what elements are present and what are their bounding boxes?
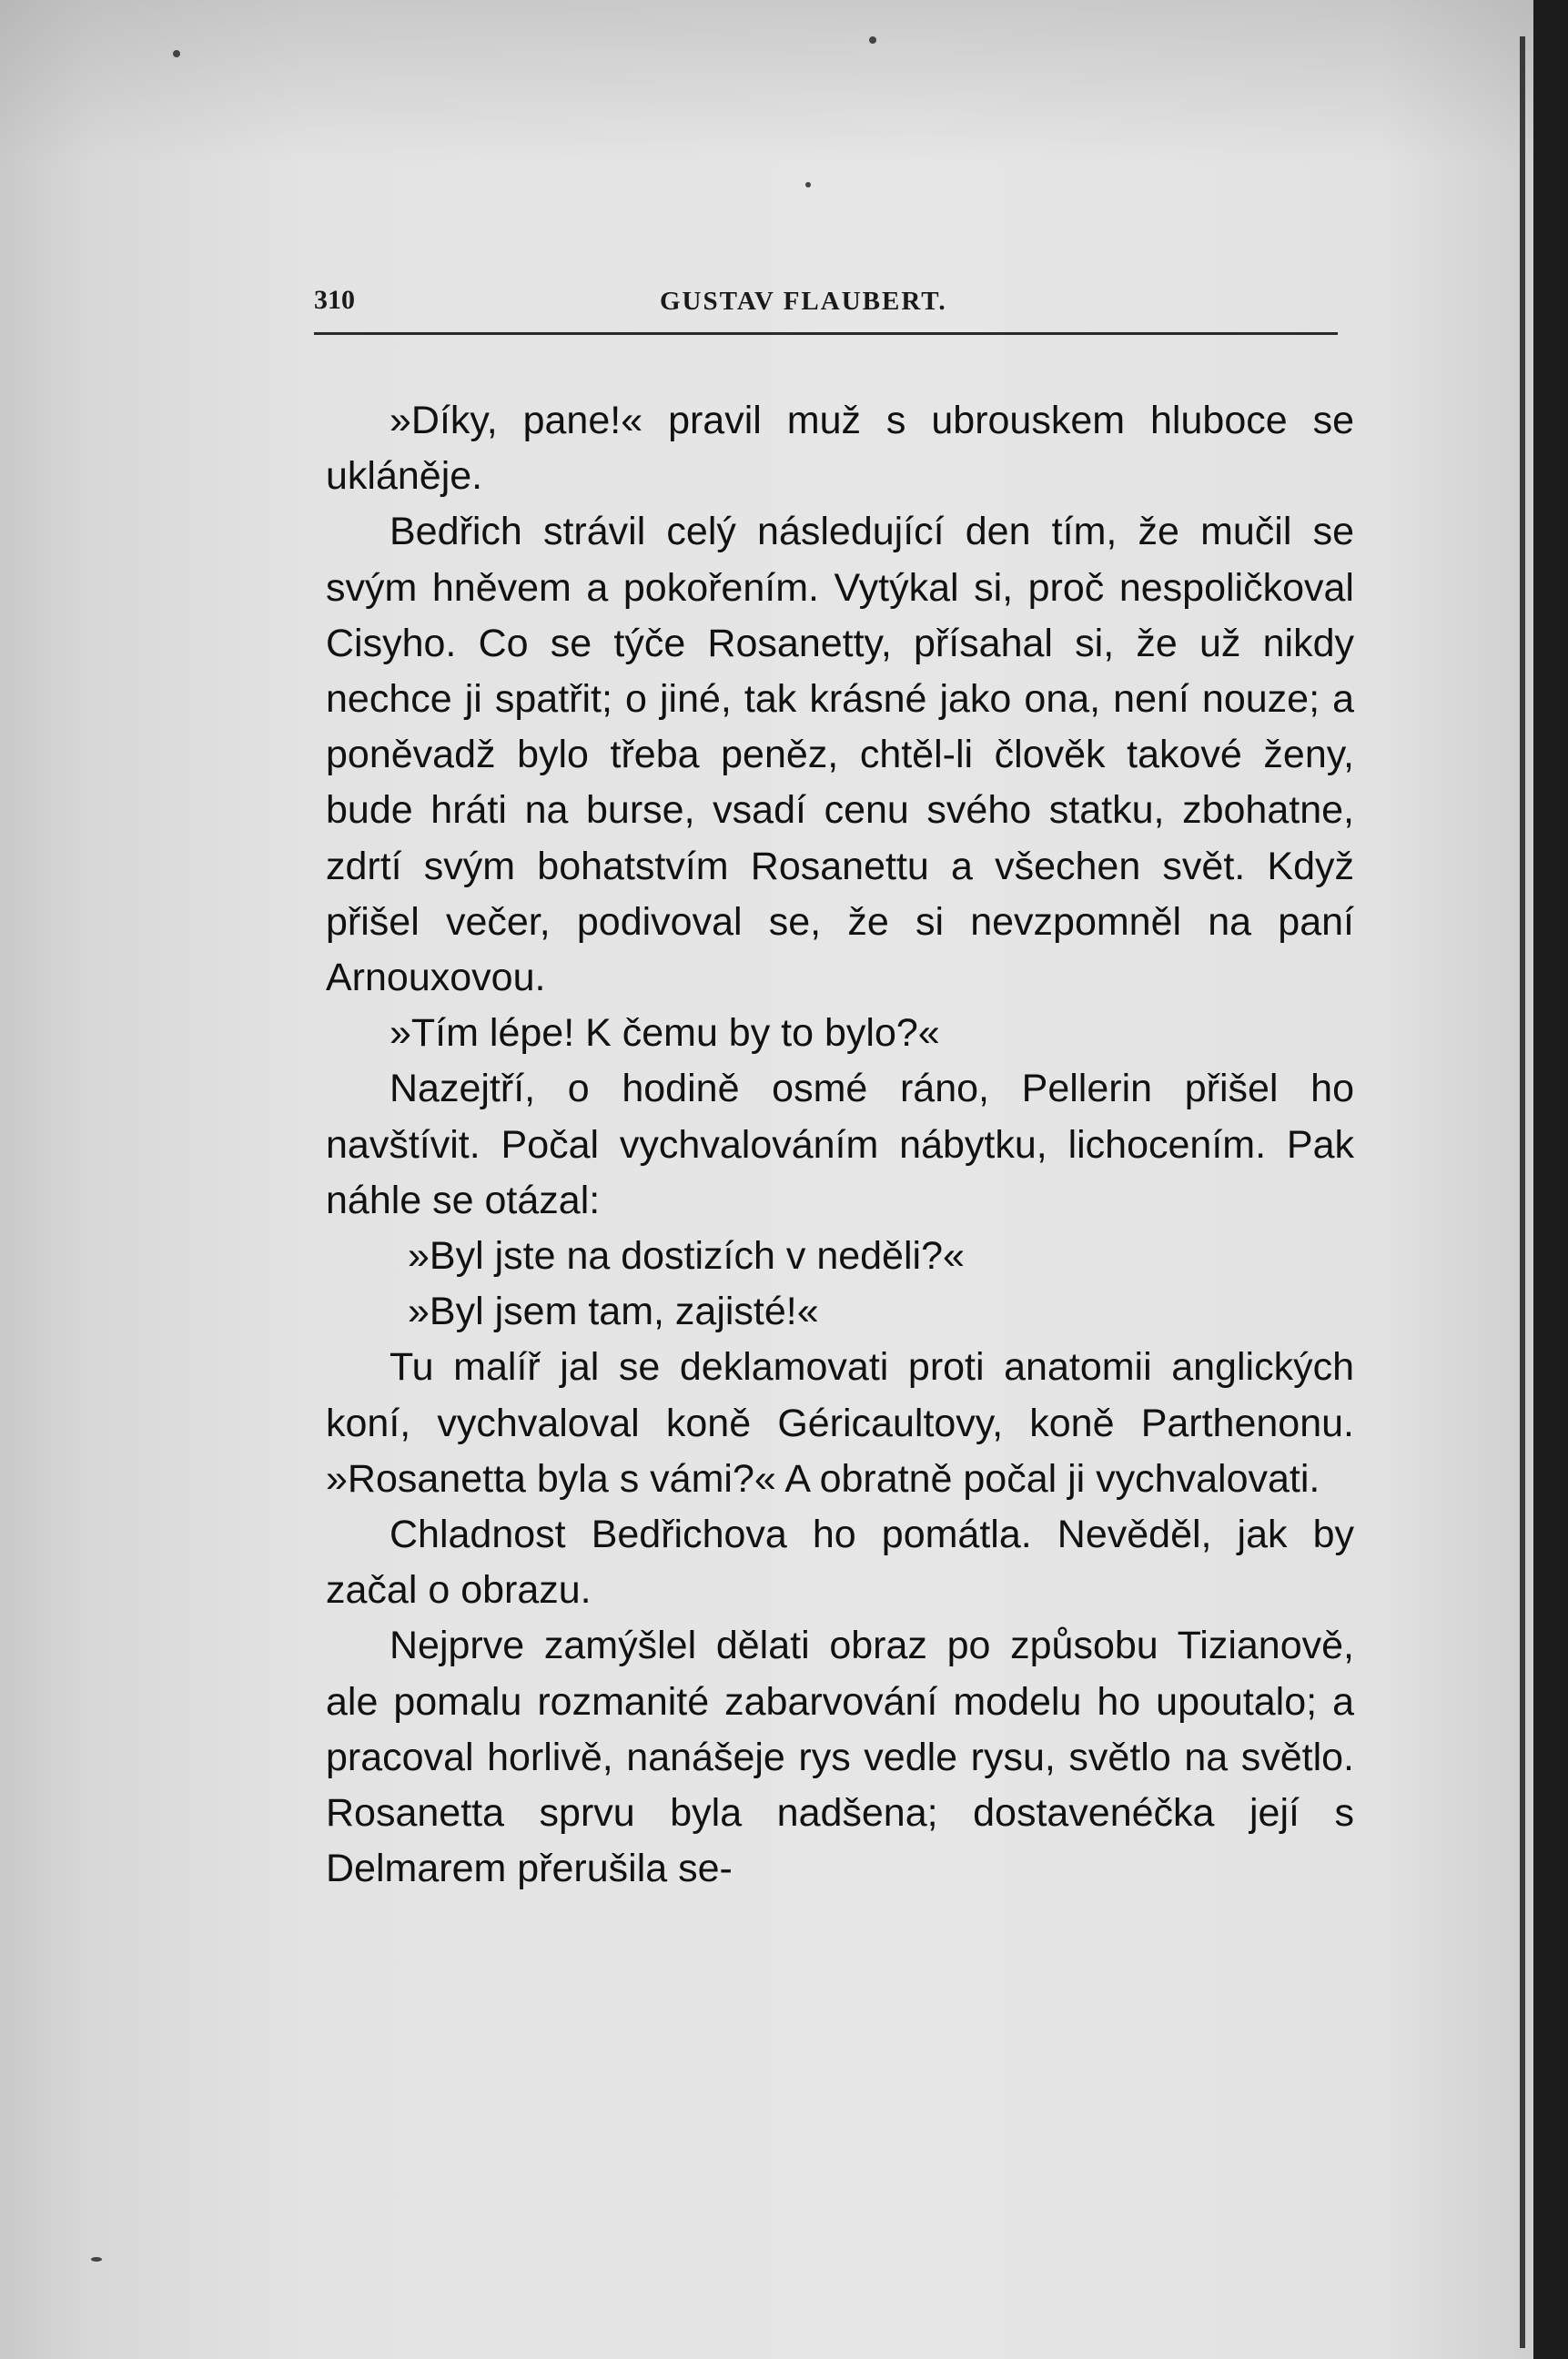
paragraph: »Tím lépe! K čemu by to bylo?«	[389, 1011, 940, 1056]
page-number: 310	[314, 285, 355, 315]
paragraph: »Byl jsem tam, zajisté!«	[408, 1290, 819, 1334]
running-title: GUSTAV FLAUBERT.	[660, 287, 947, 316]
paragraph: Bedřich strávil celý následující den tím, že mučil se svým hněvem a pokořením. Vytýkal si, proč nespoličkoval Cisyho. Co se týče Rosanetty, přísahal si, že už nikdy nechce ji spatřit; o jiné, tak krásné jako ona, není nouze; a poněvadž bylo třeba peněz, chtěl-li člověk takové ženy, bude hráti na burse, vsadí cenu svého statku, zbohatne, zdrtí svým bohatstvím Rosanettu a všechen svět. Když přišel večer, podivoval se, že si nevzpomněl na paní Arnouxovou.	[326, 510, 1354, 1000]
speck	[173, 50, 180, 57]
header-rule	[314, 332, 1338, 335]
paragraph: Nazejtří, o hodině osmé ráno, Pellerin přišel ho navštívit. Počal vychvalováním nábytku, lichocením. Pak náhle se otázal:	[326, 1067, 1354, 1222]
speck	[869, 36, 876, 44]
page-edge-line	[1520, 36, 1525, 2348]
paragraph: Nejprve zamýšlel dělati obraz po způsobu Tizianově, ale pomalu rozmanité zabarvování modelu ho upoutalo; a pracoval horlivě, nanášeje rys vedle rysu, světlo na světlo. Rosanetta sprvu byla nadšena; dostavenéčka její s Delmarem přerušila se-	[326, 1624, 1354, 1891]
body-text	[326, 393, 1354, 1897]
scan-shadow	[0, 0, 1533, 164]
speck	[91, 2257, 102, 2262]
scan-border	[1533, 0, 1568, 2359]
paragraph: »Byl jste na dostizích v neděli?«	[408, 1234, 965, 1279]
paragraph: Tu malíř jal se deklamovati proti anatomii anglických koní, vychvaloval koně Géricaultovy, koně Parthenonu. »Rosanetta byla s vámi?« A obratně počal ji vychvalovati.	[326, 1345, 1354, 1501]
page-header	[314, 278, 1338, 332]
paragraph: »Díky, pane!« pravil muž s ubrouskem hluboce se ukláněje.	[326, 399, 1354, 499]
speck	[805, 182, 811, 187]
paragraph: Chladnost Bedřichova ho pomátla. Nevěděl, jak by začal o obrazu.	[326, 1513, 1354, 1613]
